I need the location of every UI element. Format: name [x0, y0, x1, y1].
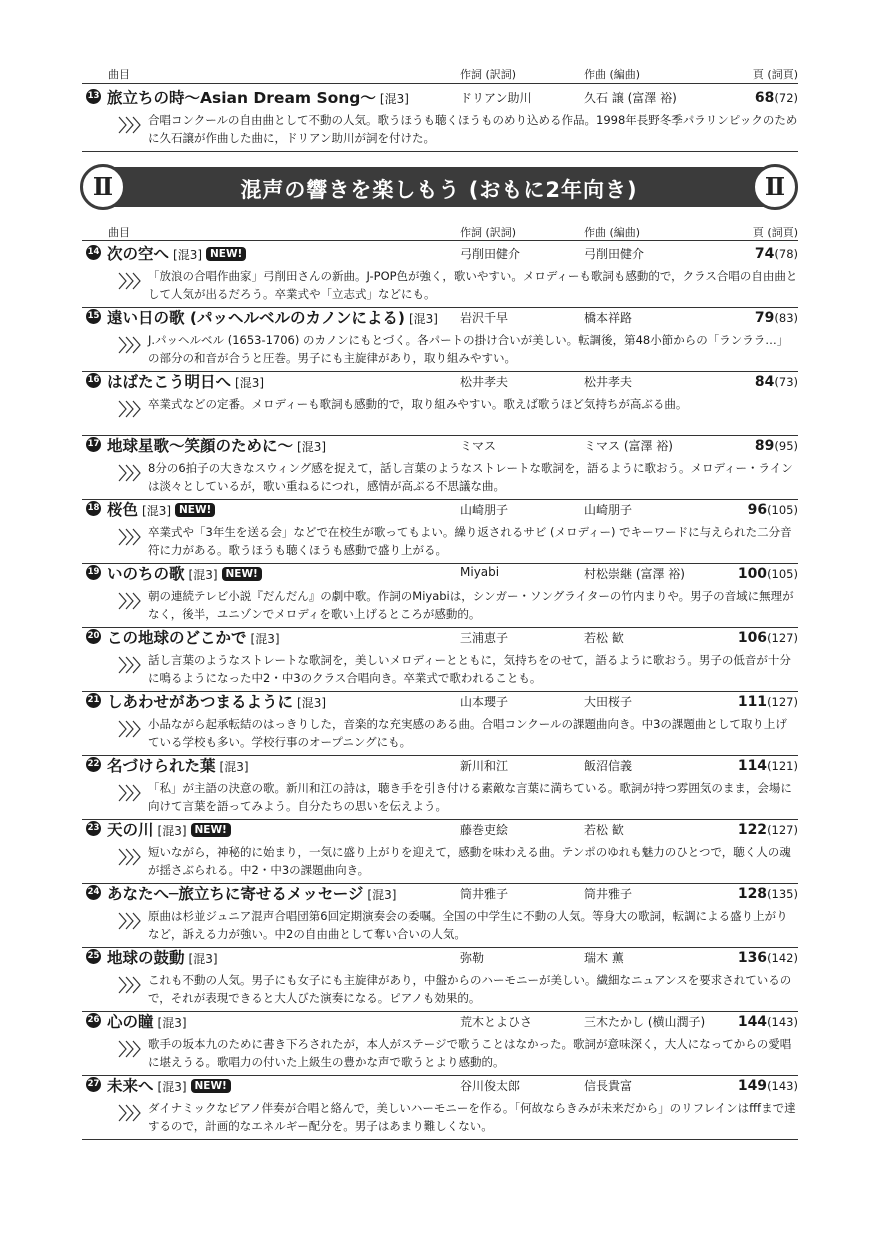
new-badge: NEW! — [206, 247, 246, 261]
song-page-number: 149 — [737, 1078, 768, 1094]
song-number-badge: 20 — [86, 629, 101, 644]
song-lyric-page: (105) — [767, 567, 798, 581]
song-composer: 信長貴富 — [584, 1079, 633, 1093]
song-page-number: 122 — [737, 822, 768, 838]
song-title-line — [107, 946, 218, 968]
song-lyricist: ドリアン助川 — [460, 91, 532, 105]
song-number-badge: 18 — [86, 501, 101, 516]
song-description: J.パッヘルベル (1653-1706) のカノンにもとづく。各パートの掛け合いが美しい。転調後，第48小節からの「ランララ…」の部分の和音が合うと圧巻。男子にも主旋律があり，取り組みやすい。 — [148, 333, 789, 365]
song-number-badge: 14 — [86, 245, 101, 260]
song-lyricist: 三浦恵子 — [460, 631, 509, 645]
song-row — [82, 946, 798, 968]
song-lyric-page: (142) — [767, 951, 798, 965]
col-lyricist: 作詞 (訳詞) — [460, 226, 517, 239]
song-lyric-page: (73) — [774, 375, 798, 389]
song-entry — [82, 754, 798, 820]
song-page-number: 144 — [737, 1014, 768, 1030]
song-title-line — [107, 562, 262, 584]
entry-rule — [82, 1139, 798, 1140]
song-row — [82, 498, 798, 520]
song-page-number: 114 — [737, 758, 768, 774]
song-description: 「放浪の合唱作曲家」弓削田さんの新曲。J-POP色が強く，歌いやすい。メロディーも歌詞も感動的で，クラス合唱の自由曲として人気が出るだろう。卒業式や「立志式」などにも。 — [148, 269, 798, 301]
entry-rule — [82, 151, 798, 152]
new-badge: NEW! — [175, 503, 215, 517]
song-description: 「私」が主語の決意の歌。新川和江の詩は，聴き手を引き付ける素敵な言葉に満ちている。歌詞が持つ雰囲気のまま，会場に向けて言葉を語ってみよう。自分たちの思いを伝えよう。 — [148, 781, 792, 813]
song-genre: [混3] — [157, 1016, 187, 1030]
song-number-badge: 24 — [86, 885, 101, 900]
song-title-line — [107, 306, 438, 328]
col-composer: 作曲 (編曲) — [584, 68, 641, 81]
header-rule — [82, 83, 798, 84]
chevron-icon — [118, 527, 144, 547]
song-title: 名づけられた葉 — [107, 757, 216, 775]
song-composer: 筒井雅子 — [584, 887, 633, 901]
song-lyric-page: (127) — [767, 695, 798, 709]
song-composer: 三木たかし (横山潤子) — [584, 1015, 706, 1029]
song-number-badge: 13 — [86, 89, 101, 104]
song-genre: [混3] — [142, 504, 172, 518]
song-entry — [82, 562, 798, 628]
chevron-icon — [118, 975, 144, 995]
song-title-line — [107, 626, 280, 648]
new-badge: NEW! — [191, 1079, 231, 1093]
song-lyricist: 松井孝夫 — [460, 375, 509, 389]
song-title-line — [107, 690, 326, 712]
song-title: 地球の鼓動 — [107, 949, 185, 967]
song-page — [748, 499, 798, 518]
song-entry — [82, 434, 798, 500]
section-banner — [80, 164, 798, 210]
song-genre: [混3] — [408, 312, 438, 326]
song-title: 桜色 — [107, 501, 139, 519]
song-title: はばたこう明日へ — [107, 373, 232, 391]
song-entry — [82, 370, 798, 436]
song-page-number: 79 — [754, 310, 775, 326]
song-number-badge: 22 — [86, 757, 101, 772]
song-title-line — [107, 498, 215, 520]
song-title-line — [107, 242, 246, 264]
song-entry — [82, 306, 798, 372]
song-genre: [混3] — [188, 568, 218, 582]
song-entry — [82, 1010, 798, 1076]
song-composer: 村松崇継 (富澤 裕) — [584, 567, 685, 581]
song-composer: 瑞木 薫 — [584, 951, 624, 965]
chevron-icon — [118, 463, 144, 483]
song-genre: [混3] — [250, 632, 280, 646]
song-row — [82, 242, 798, 264]
song-lyricist: 山本瓔子 — [460, 695, 509, 709]
song-description: 合唱コンクールの自由曲として不動の人気。歌うほうも聴くほうものめり込める作品。1998年長野冬季パラリンピックのために久石譲が作曲した曲に，ドリアン助川が詞を付けた。 — [148, 113, 798, 145]
song-composer: 大田桜子 — [584, 695, 633, 709]
song-lyricist: 荒木とよひさ — [460, 1015, 533, 1029]
song-description: 8分の6拍子の大きなスウィング感を捉えて，話し言葉のようなストレートな歌詞を，語るように歌おう。メロディー・ラインは淡々としているが，歌い重ねるにつれ，感情が高ぶる不思議な曲。 — [148, 461, 793, 493]
song-genre: [混3] — [157, 1080, 187, 1094]
song-genre: [混3] — [297, 696, 327, 710]
song-description: 歌手の坂本九のために書き下ろされたが，本人がステージで歌うことはなかった。歌詞が意味深く，大人になってからの愛唱に堪えうる。歌唱力の付いた上級生の豊かな声で歌うとより感動的。 — [148, 1037, 792, 1069]
song-entry — [82, 242, 798, 308]
song-description: 短いながら，神秘的に始まり，一気に盛り上がりを迎えて，感動を味わえる曲。テンポのゆれも魅力のひとつで，聴く人の魂が揺さぶられる。中2・中3の課題曲向き。 — [148, 845, 791, 877]
song-genre: [混3] — [297, 440, 327, 454]
song-title-line — [107, 86, 409, 108]
song-genre: [混3] — [157, 824, 187, 838]
song-lyric-page: (143) — [767, 1015, 798, 1029]
song-lyricist: ミマス — [460, 439, 497, 453]
song-page-number: 128 — [737, 886, 768, 902]
song-number-badge: 16 — [86, 373, 101, 388]
song-title: 地球星歌～笑顔のために～ — [107, 437, 294, 455]
song-entry — [82, 882, 798, 948]
song-lyricist: 藤巻吏絵 — [460, 823, 509, 837]
song-entry — [82, 690, 798, 756]
song-genre: [混3] — [235, 376, 265, 390]
song-genre: [混3] — [367, 888, 397, 902]
song-lyricist: 新川和江 — [460, 759, 509, 773]
song-page — [738, 691, 798, 710]
song-row — [82, 1010, 798, 1032]
header-rule — [82, 240, 798, 241]
chevron-icon — [118, 271, 144, 291]
song-number-badge: 19 — [86, 565, 101, 580]
song-lyric-page: (78) — [774, 247, 798, 261]
song-number-badge: 27 — [86, 1077, 101, 1092]
song-row — [82, 882, 798, 904]
song-description: 原曲は杉並ジュニア混声合唱団第6回定期演奏会の委嘱。全国の中学生に不動の人気。等身大の歌詞，転調による盛り上がりなど，訴える力が強い。中2の自由曲として奪い合いの人気。 — [148, 909, 788, 941]
section-numeral-left: Ⅱ — [80, 164, 126, 210]
song-description: 話し言葉のようなストレートな歌詞を，美しいメロディーとともに，気持ちをのせて，語るように歌おう。男子の低音が十分に鳴るようになった中2・中3のクラス合唱向き。卒業式で歌われることも。 — [148, 653, 791, 685]
song-title-line — [107, 370, 264, 392]
song-page-number: 106 — [737, 630, 768, 646]
song-title-line — [107, 818, 231, 840]
song-title: 天の川 — [107, 821, 154, 839]
song-title-line — [107, 754, 249, 776]
song-page — [738, 1075, 798, 1094]
song-lyricist: 筒井雅子 — [460, 887, 509, 901]
song-number-badge: 25 — [86, 949, 101, 964]
song-row — [82, 818, 798, 840]
chevron-icon — [118, 911, 144, 931]
song-genre: [混3] — [188, 952, 218, 966]
song-lyricist: 弓削田健介 — [460, 247, 521, 261]
song-page-number: 84 — [754, 374, 775, 390]
song-page-number: 89 — [754, 438, 775, 454]
song-page — [738, 1011, 798, 1030]
song-page — [755, 243, 798, 262]
song-row — [82, 86, 798, 108]
chevron-icon — [118, 1039, 144, 1059]
song-row — [82, 754, 798, 776]
song-entry — [82, 498, 798, 564]
song-description: 朝の連続テレビ小説『だんだん』の劇中歌。作詞のMiyabiは，シンガー・ソングライターの竹内まりや。男子の音域に無理がなく，後半，ユニゾンでメロディを歌い上げるところが感動的。 — [148, 589, 794, 621]
song-entry — [82, 86, 798, 152]
col-composer: 作曲 (編曲) — [584, 226, 641, 239]
chevron-icon — [118, 335, 144, 355]
song-page-number: 74 — [754, 246, 775, 262]
song-title: 次の空へ — [107, 245, 170, 263]
chevron-icon — [118, 1103, 144, 1123]
song-title: この地球のどこかで — [107, 629, 247, 647]
chevron-icon — [118, 115, 144, 135]
song-title: 旅立ちの時～Asian Dream Song～ — [107, 89, 376, 107]
song-page — [755, 435, 798, 454]
song-genre: [混3] — [379, 92, 409, 106]
song-lyricist: 弥勒 — [460, 951, 485, 965]
song-row — [82, 626, 798, 648]
song-composer: 橋本祥路 — [584, 311, 633, 325]
col-page: 頁 (詞頁) — [752, 226, 798, 239]
chevron-icon — [118, 591, 144, 611]
song-page — [738, 563, 798, 582]
song-lyricist: 山崎朋子 — [460, 503, 509, 517]
song-title: 心の瞳 — [107, 1013, 154, 1031]
song-row — [82, 562, 798, 584]
chevron-icon — [118, 847, 144, 867]
song-composer: 久石 譲 (富澤 裕) — [584, 91, 677, 105]
song-number-badge: 17 — [86, 437, 101, 452]
song-description: 小品ながら起承転結のはっきりした，音楽的な充実感のある曲。合唱コンクールの課題曲向き。中3の課題曲として取り上げている学校も多い。学校行事のオープニングにも。 — [148, 717, 787, 749]
song-page-number: 68 — [754, 90, 775, 106]
song-row — [82, 370, 798, 392]
song-description: 卒業式や「3年生を送る会」などで在校生が歌ってもよい。繰り返されるサビ (メロディー) でキーワードに与えられた二分音符に力がある。歌うほうも聴くほうも感動で盛り上がる。 — [148, 525, 792, 557]
song-row — [82, 434, 798, 456]
song-title-line — [107, 1010, 187, 1032]
song-lyricist: 岩沢千早 — [460, 311, 509, 325]
col-page: 頁 (詞頁) — [752, 68, 798, 81]
song-page — [738, 627, 798, 646]
song-title: 未来へ — [107, 1077, 154, 1095]
song-entry — [82, 818, 798, 884]
song-entry — [82, 626, 798, 692]
song-number-badge: 21 — [86, 693, 101, 708]
song-description: ダイナミックなピアノ伴奏が合唱と絡んで，美しいハーモニーを作る。「何故ならきみが未来だから」のリフレインはfffまで達するので，計画的なエネルギー配分を。男子はあまり難しくない。 — [148, 1101, 796, 1133]
song-lyric-page: (127) — [767, 631, 798, 645]
song-lyric-page: (127) — [767, 823, 798, 837]
song-description: 卒業式などの定番。メロディーも歌詞も感動的で，取り組みやすい。歌えば歌うほど気持ちが高ぶる曲。 — [148, 397, 688, 411]
song-composer: 弓削田健介 — [584, 247, 645, 261]
section-numeral-right: Ⅱ — [752, 164, 798, 210]
song-lyric-page: (83) — [774, 311, 798, 325]
song-composer: 山崎朋子 — [584, 503, 633, 517]
new-badge: NEW! — [191, 823, 231, 837]
song-genre: [混3] — [219, 760, 249, 774]
chevron-icon — [118, 783, 144, 803]
song-number-badge: 26 — [86, 1013, 101, 1028]
col-title: 曲目 — [108, 226, 130, 239]
song-title: 遠い日の歌 (パッヘルベルのカノンによる) — [107, 309, 405, 327]
song-composer: 若松 歓 — [584, 823, 624, 837]
song-lyric-page: (143) — [767, 1079, 798, 1093]
song-genre: [混3] — [173, 248, 203, 262]
song-page — [755, 307, 798, 326]
song-title-line — [107, 882, 396, 904]
column-header-section — [82, 222, 798, 240]
song-page — [755, 371, 798, 390]
song-title: あなたへ─旅立ちに寄せるメッセージ — [107, 885, 364, 903]
song-row — [82, 306, 798, 328]
song-row — [82, 1074, 798, 1096]
song-page-number: 136 — [737, 950, 768, 966]
song-entry — [82, 946, 798, 1012]
song-entry — [82, 1074, 798, 1140]
song-page — [738, 947, 798, 966]
song-page — [755, 87, 798, 106]
song-page — [738, 755, 798, 774]
song-lyric-page: (105) — [767, 503, 798, 517]
song-lyric-page: (72) — [774, 91, 798, 105]
song-lyricist: Miyabi — [460, 565, 500, 579]
song-title: いのちの歌 — [107, 565, 185, 583]
song-title: しあわせがあつまるように — [107, 693, 294, 711]
chevron-icon — [118, 399, 144, 419]
song-composer: 飯沼信義 — [584, 759, 633, 773]
song-lyric-page: (135) — [767, 887, 798, 901]
col-lyricist: 作詞 (訳詞) — [460, 68, 517, 81]
song-title-line — [107, 434, 326, 456]
song-description: これも不動の人気。男子にも女子にも主旋律があり，中盤からのハーモニーが美しい。繊細なニュアンスを要求されているので，それが表現できると大人びた演奏になる。ピアノも効果的。 — [148, 973, 792, 1005]
song-number-badge: 15 — [86, 309, 101, 324]
song-number-badge: 23 — [86, 821, 101, 836]
column-header-top — [82, 64, 798, 82]
song-composer: 若松 歓 — [584, 631, 624, 645]
chevron-icon — [118, 719, 144, 739]
song-page-number: 96 — [747, 502, 768, 518]
song-page — [738, 883, 798, 902]
song-lyricist: 谷川俊太郎 — [460, 1079, 521, 1093]
song-row — [82, 690, 798, 712]
song-composer: 松井孝夫 — [584, 375, 633, 389]
song-lyric-page: (121) — [767, 759, 798, 773]
song-lyric-page: (95) — [774, 439, 798, 453]
song-title-line — [107, 1074, 231, 1096]
col-title: 曲目 — [108, 68, 130, 81]
chevron-icon — [118, 655, 144, 675]
song-page — [738, 819, 798, 838]
song-composer: ミマス (富澤 裕) — [584, 439, 673, 453]
section-title: 混声の響きを楽しもう (おもに2年向き) — [240, 178, 638, 202]
new-badge: NEW! — [222, 567, 262, 581]
song-page-number: 111 — [737, 694, 768, 710]
song-page-number: 100 — [737, 566, 768, 582]
